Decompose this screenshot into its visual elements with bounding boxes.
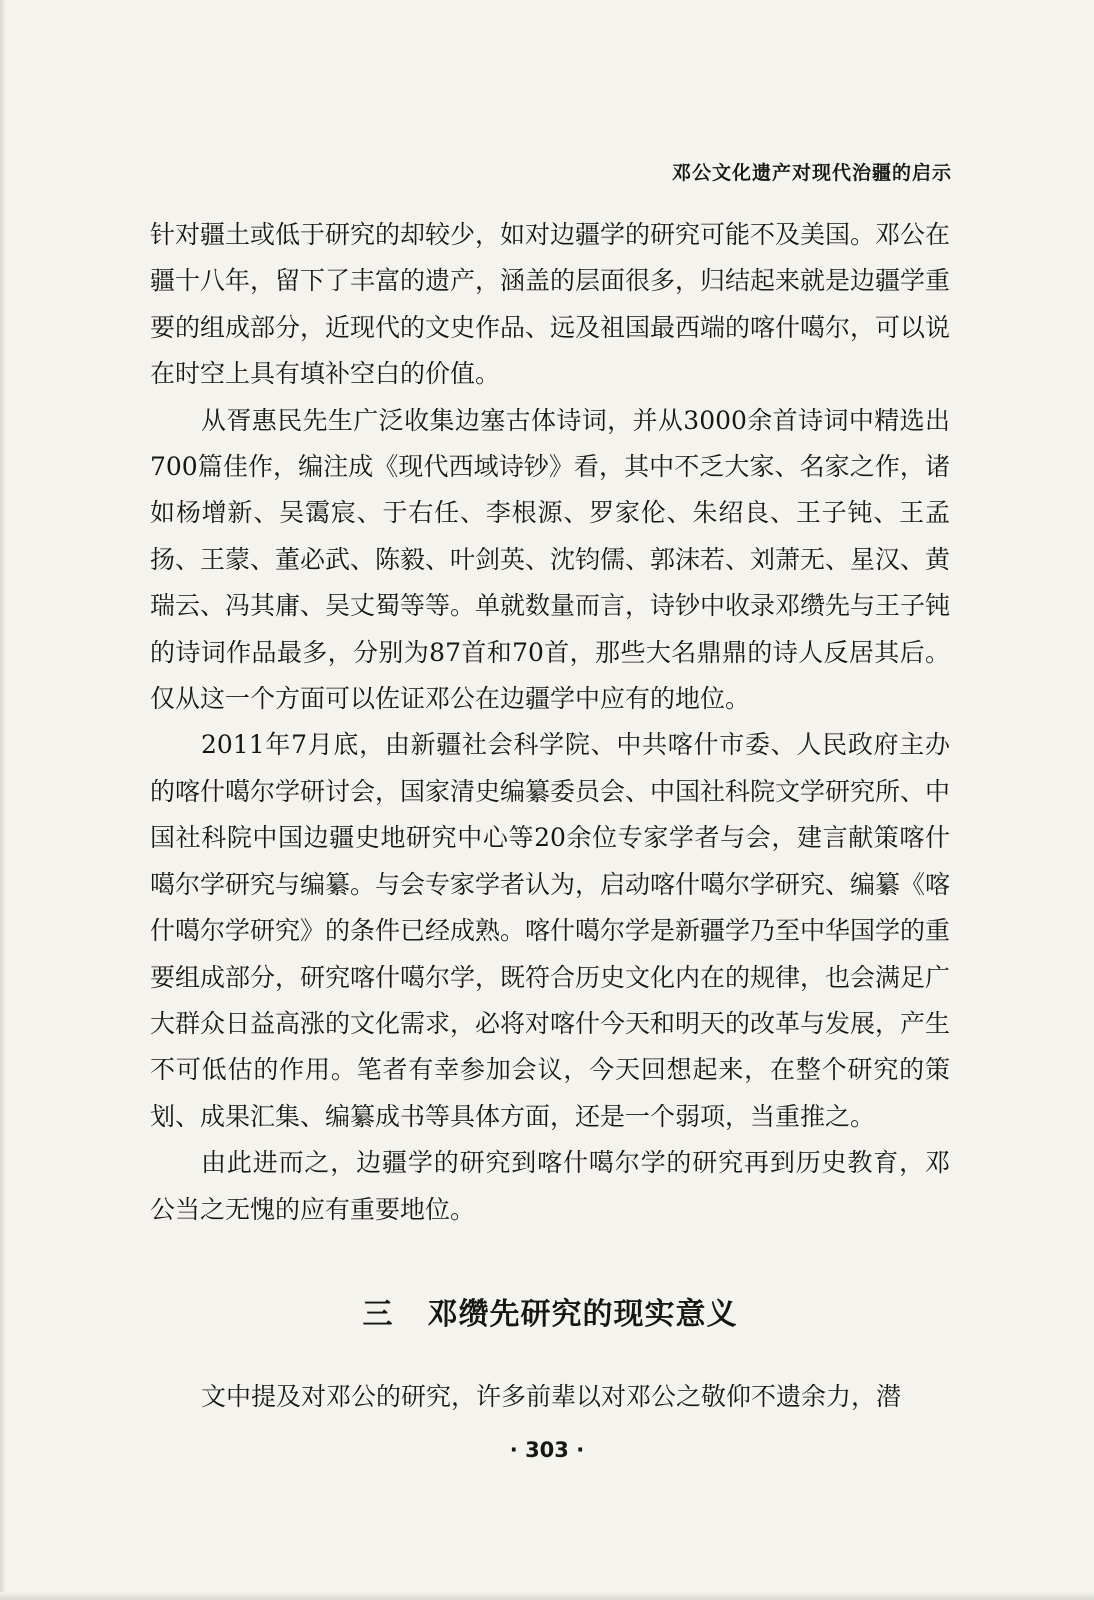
paragraph: 针对疆土或低于研究的却较少，如对边疆学的研究可能不及美国。邓公在疆十八年，留下了丰富的遗产，涵盖的层面很多，归结起来就是边疆学重要的组成部分，近现代的文史作品、远及祖国最西端的喀什噶尔，可以说在时空上具有填补空白的价值。 [150, 220, 951, 389]
body-text-continued [150, 1374, 950, 1420]
paragraph: 从胥惠民先生广泛收集边塞古体诗词，并从3000余首诗词中精选出700篇佳作，编注成《现代西域诗钞》看，其中不乏大家、名家之作，诸如杨增新、吴霭宸、于右任、李根源、罗家伦、朱绍良、王子钝、王孟扬、王蒙、董必武、陈毅、叶剑英、沈钧儒、郭沫若、刘萧无、星汉、黄瑞云、冯其庸、吴丈蜀等等。单就数量而言，诗钞中收录邓缵先与王子钝的诗词作品最多，分别为87首和70首，那些大名鼎鼎的诗人反居其后。仅从这一个方面可以佐证邓公在边疆学中应有的地位。 [150, 405, 951, 714]
section-heading [150, 1289, 950, 1333]
page-number: · 303 · [509, 1438, 585, 1462]
paragraph: 2011年7月底，由新疆社会科学院、中共喀什市委、人民政府主办的喀什噶尔学研讨会，国家清史编纂委员会、中国社科院文学研究所、中国社科院中国边疆史地研究中心等20余位专家学者与会，建言献策喀什噶尔学研究与编纂。与会专家学者认为，启动喀什噶尔学研究、编纂《喀什噶尔学研究》的条件已经成熟。喀什噶尔学是新疆学乃至中华国学的重要组成部分，研究喀什噶尔学，既符合历史文化内在的规律，也会满足广大群众日益高涨的文化需求，必将对喀什今天和明天的改革与发展，产生不可低估的作用。笔者有幸参加会议，今天回想起来，在整个研究的策划、成果汇集、编纂成书等具体方面，还是一个弱项，当重推之。 [150, 730, 951, 1131]
section-number: 三 [362, 1297, 394, 1332]
paragraph: 文中提及对邓公的研究，许多前辈以对邓公之敬仰不遗余力，潜 [201, 1382, 902, 1411]
paragraph: 由此进而之，边疆学的研究到喀什噶尔学的研究再到历史教育，邓公当之无愧的应有重要地位。 [150, 1148, 950, 1224]
scan-left-edge [0, 0, 6, 1600]
scan-bottom-edge [0, 1592, 1094, 1600]
body-text [150, 212, 950, 1233]
running-header: 邓公文化遗产对现代治疆的启示 [671, 162, 952, 184]
section-title: 邓缵先研究的现实意义 [427, 1297, 738, 1332]
